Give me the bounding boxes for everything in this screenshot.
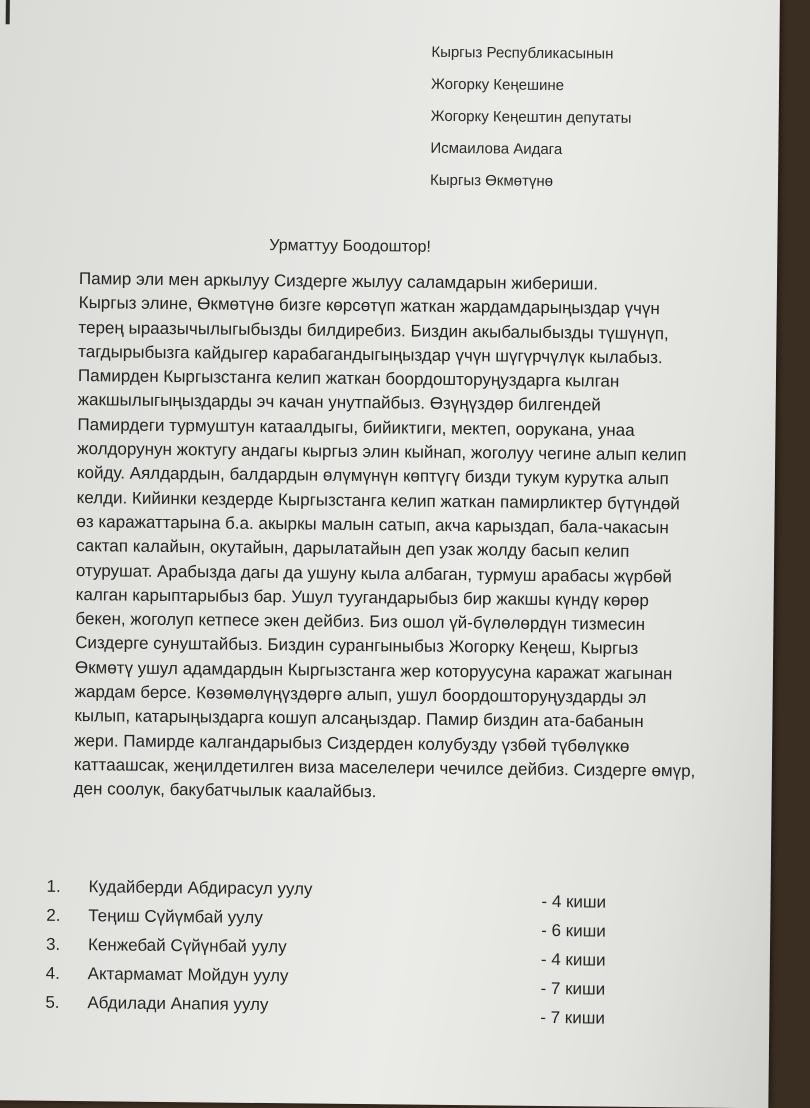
signer-count: - 4 киши <box>541 891 607 912</box>
salutation: Урматтуу Боодоштор! <box>269 237 431 256</box>
signer-name: Теңиш Сүйүмбай уулу <box>88 906 263 928</box>
letter-body <box>74 267 756 809</box>
signer-list <box>45 877 656 1028</box>
body-line: тагдырыбызга кайдыгер карабагандыгыңыздар үчүн шүгүрчүлүк кылабыз. <box>78 341 663 368</box>
signer-number: 1. <box>46 876 61 896</box>
body-line: калган карыптарыбыз бар. Ушул туугандарыбыз бир жакшы күндү көрөр <box>75 584 649 610</box>
body-line: Памир эли мен аркылуу Сиздерге жылуу саламдарын жибериши. <box>78 269 599 294</box>
body-line: Өкмөтү ушул адамдардын Кыргызстанга жер которуусуна каражат жагынан <box>74 657 673 684</box>
body-line: бекен, жоголуп кетпесе экен дейбиз. Биз ошол үй-бүлөлөрдүн тизмесин <box>75 609 646 635</box>
body-line: жардам берсе. Көзөмөлүңүздөргө алып, ушул боордошторуңуздарды эл <box>74 682 647 708</box>
corner-mark <box>6 0 10 24</box>
signer-count: - 7 киши <box>540 1007 606 1028</box>
body-line: жакшылыгыңыздарды эч качан унутпайбыз. Өзүңүздөр билгендей <box>77 390 601 416</box>
body-line: өз каражаттарына б.а. акыркы малын сатып, акча карыздап, бала-чакасын <box>76 512 669 538</box>
signer-count: - 6 киши <box>541 920 606 941</box>
signer-row <box>45 993 655 1028</box>
signer-name: Актармамат Мойдун уулу <box>87 964 289 986</box>
body-line: кылып, катарыңыздарга кошуп алсаңыздар. Памир биздин ата-бабанын <box>74 706 644 732</box>
recipient-line: Кыргыз Өкмөтүнө <box>429 171 554 191</box>
signer-count: - 7 киши <box>540 978 606 999</box>
recipient-block <box>430 37 632 199</box>
body-line: отурушат. Арабызда дагы да ушуну кыла албаган, турмуш арабасы жүрбөй <box>75 560 672 586</box>
signer-name: Кудайберди Абдирасул уулу <box>88 877 313 899</box>
body-line: Кыргыз элине, Өкмөтүнө бизге көрсөтүп жаткан жардамдарыңыздар үчүн <box>78 293 660 319</box>
signer-count: - 4 киши <box>540 949 606 970</box>
body-line: жери. Памирде калгандарыбыз Сиздерден колубузду үзбөй түбөлүккө <box>74 730 630 756</box>
signer-name: Абдилади Анапия уулу <box>87 993 269 1015</box>
recipient-line: Исмаилова Аидага <box>430 139 563 159</box>
body-line: ден соолук, бакубатчылык каалайбыз. <box>73 779 377 802</box>
signer-number: 3. <box>45 934 61 954</box>
body-line: Памирден Кыргызстанга келип жаткан боордошторуңуздарга кылган <box>77 366 620 391</box>
body-line: каттаашсак, жеңилдетилген виза маселелери чечилсе дейбиз. Сиздерге өмүр, <box>73 754 696 781</box>
recipient-line: Кыргыз Республикасынын <box>431 43 614 63</box>
body-line: терең ыраазычылыгыбызды билдиребиз. Биздин акыбалыбызды түшүнүп, <box>78 317 669 343</box>
recipient-line: Жогорку Кеңешине <box>430 75 565 95</box>
body-line: койду. Аялдардын, балдардын өлүмүнүн көптүгү бизди тукум курутка алып <box>76 463 669 489</box>
signer-number: 5. <box>45 992 60 1012</box>
signer-name: Кенжебай Сүйүнбай уулу <box>87 935 287 957</box>
signer-number: 2. <box>46 905 61 925</box>
signer-number: 4. <box>45 963 60 983</box>
body-line: сактап калайын, окутайын, дарылатайын деп узак жолду басып келип <box>76 536 630 562</box>
body-line: Памирдеги турмуштун катаалдыгы, бийиктиги, мектеп, оорукана, унаа <box>77 414 635 440</box>
body-line: келди. Кийинки кездерде Кыргызстанга келип жаткан памирликтер бүтүндөй <box>76 487 680 514</box>
recipient-line: Жогорку Кеңештин депутаты <box>430 107 632 127</box>
body-line: жолдорунун жоктугу андагы кыргыз элин кыйнап, жоголуу чегине алып келип <box>77 439 687 465</box>
body-line: Сиздерге сунуштайбыз. Биздин сурангыныбыз Жогорку Кеңеш, Кыргыз <box>75 633 639 659</box>
